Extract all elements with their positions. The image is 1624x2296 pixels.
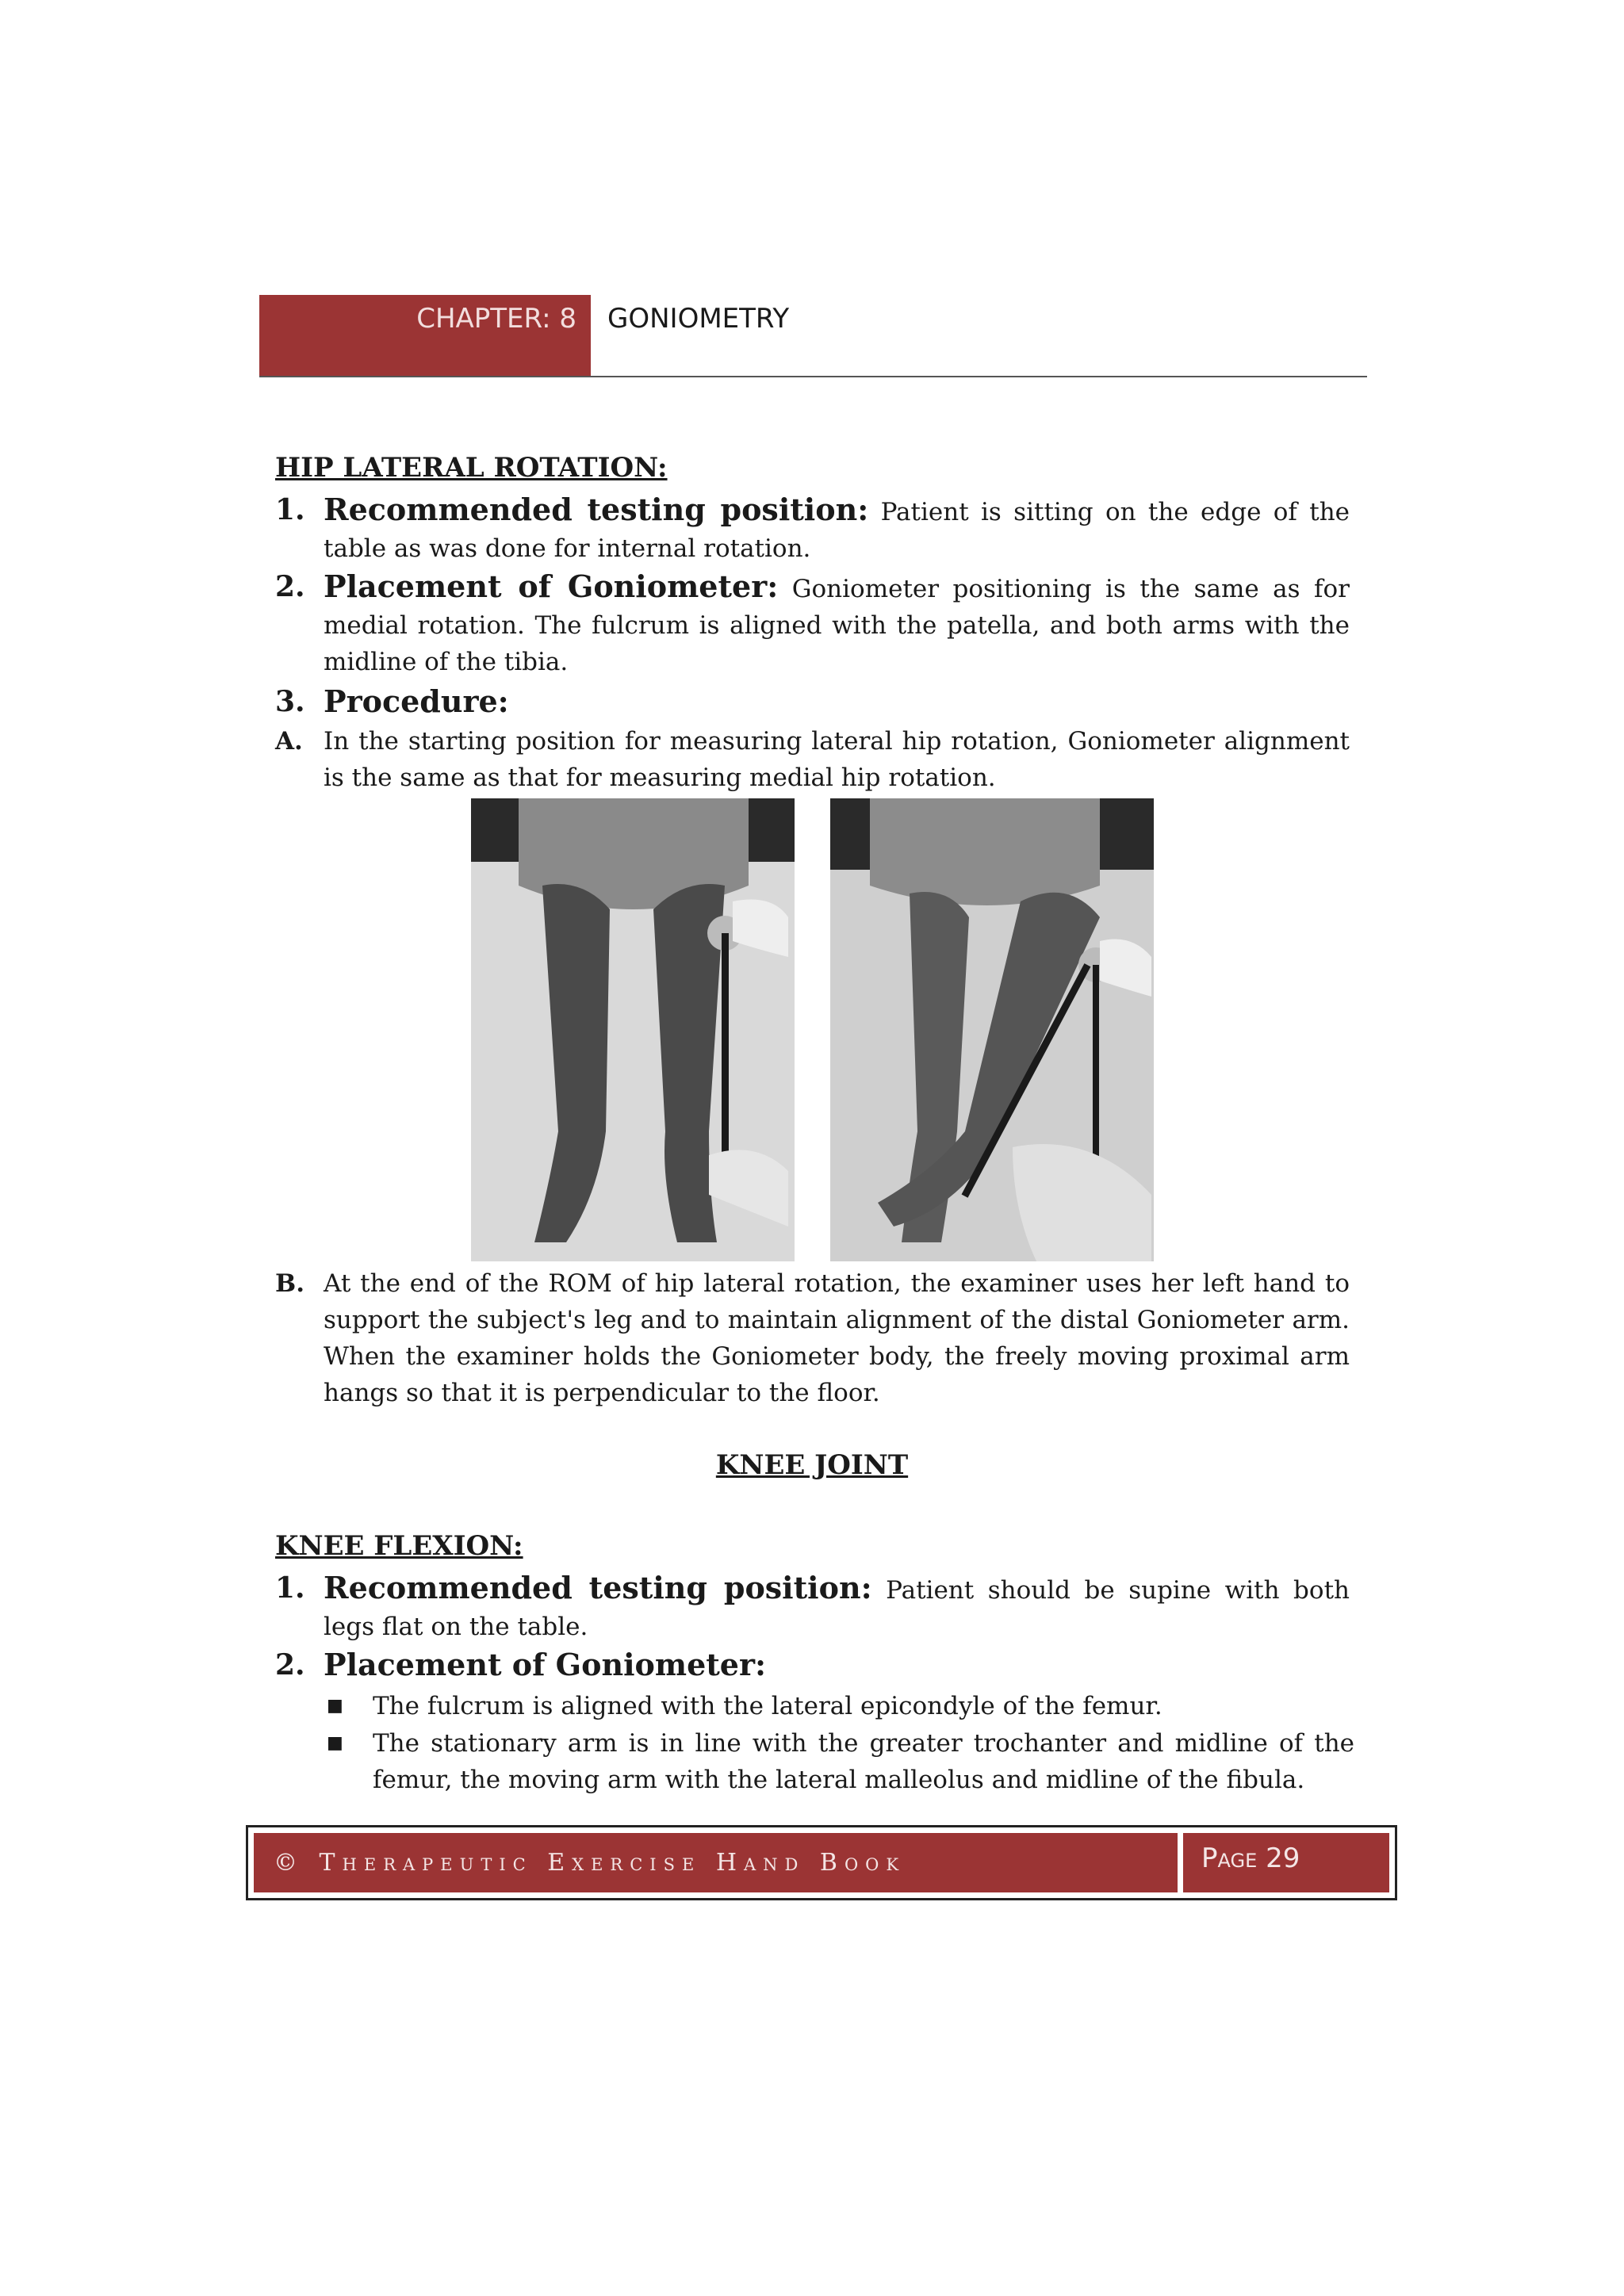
- bullet-square-icon: ■: [327, 1696, 343, 1716]
- item-number: 2.: [275, 1648, 305, 1682]
- section-title-knee-joint: KNEE JOINT: [715, 1449, 909, 1481]
- item-number: 1.: [275, 493, 305, 526]
- knee-bullet-1: [324, 1688, 1354, 1724]
- step-text: In the starting position for measuring lateral hip rotation, Goniometer alignment is the same as that for measuring medial hip rotation.: [324, 727, 1350, 792]
- step-text: At the end of the ROM of hip lateral rotation, the examiner uses her left hand to support the subject's leg and to maintain alignment of the distal Goniometer arm. When the examiner holds the Goniometer body, the freely moving proximal arm hangs so that it is perpendicular to the floor.: [324, 1269, 1350, 1407]
- header-divider: [259, 376, 1367, 377]
- step-letter: A.: [275, 727, 303, 756]
- bullet-text: The stationary arm is in line with the greater trochanter and midline of the femur, the moving arm with the lateral malleolus and midline of the fibula.: [373, 1729, 1354, 1794]
- hip-item-3: [275, 683, 1354, 723]
- hip-item-2: [275, 568, 1354, 687]
- item-number: 2.: [275, 570, 305, 603]
- item-number: 1.: [275, 1571, 305, 1605]
- item-text: Goniometer positioning is the same as for medial rotation. The fulcrum is aligned with the patella, and both arms with the midline of the tibia.: [324, 575, 1350, 676]
- knee-item-1: [275, 1570, 1354, 1649]
- knee-bullet-2: [324, 1725, 1354, 1801]
- photo-start-position: [471, 798, 795, 1261]
- item-label: Placement of Goniometer:: [324, 1647, 767, 1682]
- hip-step-a: [275, 723, 1354, 799]
- section-heading-knee-flexion: KNEE FLEXION:: [275, 1530, 523, 1562]
- page-number: Page 29: [1201, 1843, 1300, 1874]
- leg-illustration: [830, 798, 1154, 1261]
- photo-end-position: [830, 798, 1154, 1261]
- item-text: Patient is sitting on the edge of the table as was done for internal rotation.: [324, 498, 1350, 563]
- bullet-square-icon: ■: [327, 1733, 343, 1753]
- section-heading-hip-lateral-rotation: HIP LATERAL ROTATION:: [275, 452, 668, 484]
- step-letter: B.: [275, 1269, 304, 1298]
- item-label: Recommended testing position:: [324, 492, 869, 527]
- hip-item-1: [275, 492, 1354, 579]
- knee-item-2: [275, 1647, 1354, 1686]
- item-label: Recommended testing position:: [324, 1570, 872, 1605]
- item-label: Placement of Goniometer:: [324, 568, 779, 604]
- chapter-label: CHAPTER: 8: [416, 303, 576, 335]
- item-number: 3.: [275, 685, 305, 718]
- item-label: Procedure:: [324, 683, 509, 719]
- chapter-title: GONIOMETRY: [607, 303, 790, 335]
- bullet-text: The fulcrum is aligned with the lateral epicondyle of the femur.: [373, 1692, 1162, 1720]
- item-text: Patient should be supine with both legs flat on the table.: [324, 1576, 1350, 1641]
- leg-illustration: [471, 798, 795, 1261]
- hip-step-b: [275, 1265, 1354, 1416]
- footer-copyright: © Therapeutic Exercise Hand Book: [274, 1849, 906, 1877]
